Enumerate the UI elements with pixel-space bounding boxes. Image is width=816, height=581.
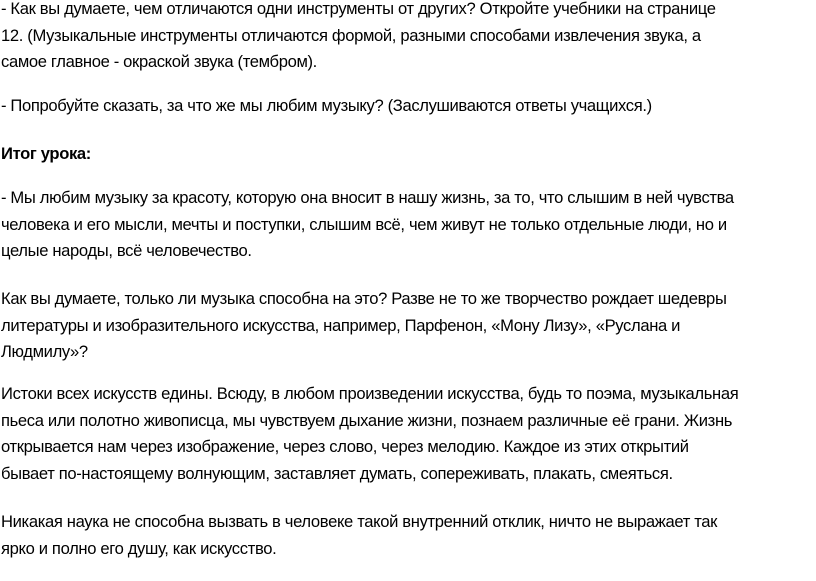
text-line: целые народы, всё человечество. <box>1 241 252 261</box>
text-line: Истоки всех искусств едины. Всюду, в любом произведении искусства, будь то поэма, музыкальная <box>1 384 739 403</box>
paragraph-love-music <box>1 185 813 265</box>
text-line: - Как вы думаете, чем отличаются одни инструменты от других? Откройте учебники на странице <box>1 0 716 18</box>
paragraph-no-science <box>1 509 813 562</box>
paragraph-question-instruments <box>1 0 813 76</box>
text-line: бывает по-настоящему волнующим, заставляет думать, сопереживать, плакать, смеяться. <box>1 464 673 484</box>
text-line: ярко и полно его душу, как искусство. <box>1 538 277 558</box>
text-line: человека и его мысли, мечты и поступки, слышим всё, чем живут не только отдельные люди, но и <box>1 214 727 234</box>
paragraph-origins-of-arts <box>1 381 813 488</box>
text-line: - Мы любим музыку за красоту, которую она вносит в нашу жизнь, за то, что слышим в ней чувства <box>1 188 734 207</box>
text-line: 12. (Музыкальные инструменты отличаются формой, разными способами извлечения звука, а <box>1 25 701 45</box>
paragraph-only-music <box>1 286 813 366</box>
paragraph-question-music <box>1 93 813 120</box>
text-line: литературы и изобразительного искусства, например, Парфенон, «Мону Лизу», «Руслана и <box>1 315 681 335</box>
lesson-summary-heading <box>1 141 813 168</box>
text-line: - Попробуйте сказать, за что же мы любим музыку? (Заслушиваются ответы учащихся.) <box>1 96 652 115</box>
text-line: Никакая наука не способна вызвать в человеке такой внутренний отклик, ничто не выражает так <box>1 512 718 531</box>
text-line: открывается нам через изображение, через слово, через мелодию. Каждое из этих открытий <box>1 437 689 457</box>
text-line: Как вы думаете, только ли музыка способна на это? Разве не то же творчество рождает шедевры <box>1 289 727 308</box>
text-line: самое главное - окраской звука (тембром). <box>1 52 317 72</box>
text-line: Итог урока: <box>1 144 91 163</box>
text-line: Людмилу»? <box>1 342 88 362</box>
text-line: пьеса или полотно живописца, мы чувствуем дыхание жизни, познаем различные её грани. Жизнь <box>1 410 733 430</box>
